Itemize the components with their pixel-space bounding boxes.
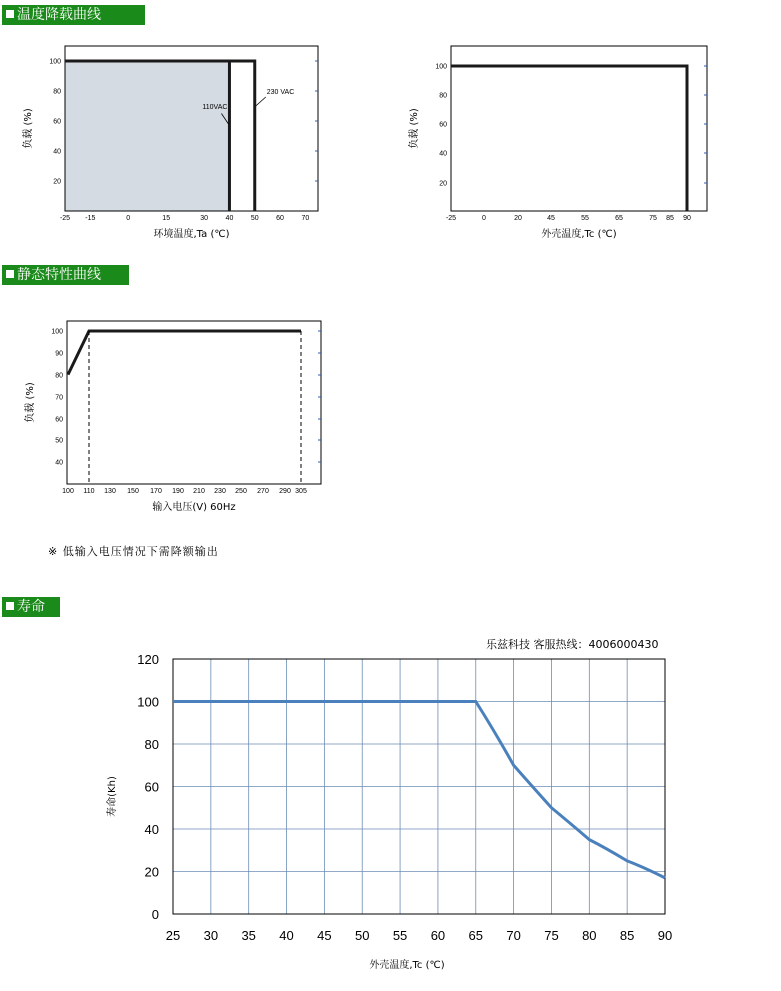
x-tick-label: 30 (200, 215, 209, 222)
x-tick-label: 45 (317, 928, 332, 943)
x-tick-label: 270 (257, 488, 269, 495)
y-tick-label: 20 (439, 180, 447, 188)
y-tick-label: 20 (53, 178, 61, 186)
y-tick-label: 60 (144, 779, 159, 795)
y-tick-label: 60 (55, 416, 63, 424)
x-tick-label: 60 (430, 928, 446, 943)
x-tick-label: -25 (445, 215, 457, 222)
x-tick-label: 50 (354, 928, 370, 943)
x-tick-label: 75 (544, 928, 559, 943)
note-low-voltage: ※ 低输入电压情况下需降额输出 (48, 545, 219, 558)
y-axis-label: 寿命(Kh) (107, 776, 118, 817)
x-tick-label: 210 (193, 488, 205, 495)
y-tick-label: 60 (53, 118, 61, 126)
y-axis-label: 负载 (%) (409, 108, 420, 149)
x-tick-label: 15 (162, 215, 171, 222)
y-tick-label: 100 (137, 694, 159, 710)
x-tick-label: 290 (279, 488, 291, 495)
y-tick-label: 60 (439, 121, 447, 129)
x-tick-label: 50 (250, 215, 259, 222)
section-title-static: 静态特性曲线 (17, 267, 101, 283)
x-tick-label: 100 (62, 488, 74, 495)
x-tick-label: 150 (127, 488, 139, 495)
brand-hotline: 乐兹科技 客服热线：4006000430 (486, 638, 659, 651)
x-tick-label: 230 (214, 488, 226, 495)
y-axis-label: 负载 (%) (25, 382, 36, 423)
x-tick-label: 305 (295, 488, 307, 495)
x-tick-label: 130 (104, 488, 116, 495)
derating-area-fill (65, 61, 229, 211)
x-tick-label: 90 (657, 928, 673, 943)
x-tick-label: 90 (683, 215, 691, 222)
y-tick-label: 70 (55, 394, 63, 402)
y-tick-label: 90 (55, 350, 63, 358)
x-tick-label: 170 (150, 488, 162, 495)
x-axis-label: 环境温度,Ta (℃) (153, 229, 230, 240)
y-tick-label: 100 (49, 58, 61, 66)
x-tick-label: 25 (165, 928, 181, 943)
x-tick-label: 85 (666, 215, 674, 222)
x-tick-label: 20 (514, 215, 522, 222)
x-tick-label: 60 (276, 215, 284, 222)
x-tick-label: -25 (59, 215, 71, 222)
series-line-life (173, 702, 665, 878)
x-tick-label: 190 (172, 488, 184, 495)
x-tick-label: 45 (547, 215, 555, 222)
y-tick-label: 20 (144, 864, 159, 880)
y-tick-label: 50 (55, 437, 63, 445)
x-tick-label: 250 (235, 488, 247, 495)
y-tick-label: 0 (151, 907, 159, 922)
y-tick-label: 40 (53, 148, 61, 156)
x-tick-label: 110 (83, 488, 95, 495)
annotation-leader (256, 97, 266, 106)
x-tick-label: 70 (506, 928, 521, 943)
x-tick-label: 65 (615, 215, 623, 222)
x-tick-label: 30 (203, 928, 219, 943)
x-tick-label: 55 (581, 215, 589, 222)
y-tick-label: 80 (55, 372, 63, 380)
y-tick-label: 100 (51, 328, 63, 336)
x-tick-label: 65 (468, 928, 484, 943)
x-tick-label: 70 (301, 215, 310, 222)
x-axis-label: 外壳温度,Tc (℃) (541, 229, 617, 240)
x-tick-label: 40 (225, 215, 234, 222)
section-title-derating: 温度降载曲线 (17, 7, 101, 23)
plot-frame (451, 46, 707, 211)
x-tick-label: 85 (619, 928, 635, 943)
x-axis-label: 外壳温度,Tc (℃) (369, 960, 445, 971)
x-tick-label: 55 (392, 928, 408, 943)
annotation-110vac: 110VAC (202, 104, 228, 111)
section-title-life: 寿命 (17, 599, 45, 615)
series-line-tc (451, 66, 687, 211)
x-tick-label: 75 (649, 215, 657, 222)
y-tick-label: 80 (439, 92, 447, 100)
y-tick-label: 40 (55, 459, 63, 467)
y-tick-label: 80 (53, 88, 61, 96)
x-tick-label: 40 (279, 928, 294, 943)
x-tick-label: -15 (85, 215, 96, 222)
x-tick-label: 35 (241, 928, 256, 943)
x-tick-label: 0 (126, 215, 131, 222)
y-tick-label: 120 (137, 652, 159, 667)
y-tick-label: 100 (435, 63, 447, 71)
y-tick-label: 40 (144, 822, 159, 837)
y-tick-label: 80 (144, 737, 159, 752)
x-tick-label: 0 (482, 215, 486, 222)
annotation-230vac: 230 VAC (266, 89, 295, 96)
x-axis-label: 输入电压(V) 60Hz (152, 502, 236, 513)
x-tick-label: 80 (582, 928, 597, 943)
y-tick-label: 40 (439, 150, 447, 158)
series-line-static (68, 331, 301, 375)
plot-frame (67, 321, 321, 484)
y-axis-label: 负载 (%) (23, 108, 34, 149)
